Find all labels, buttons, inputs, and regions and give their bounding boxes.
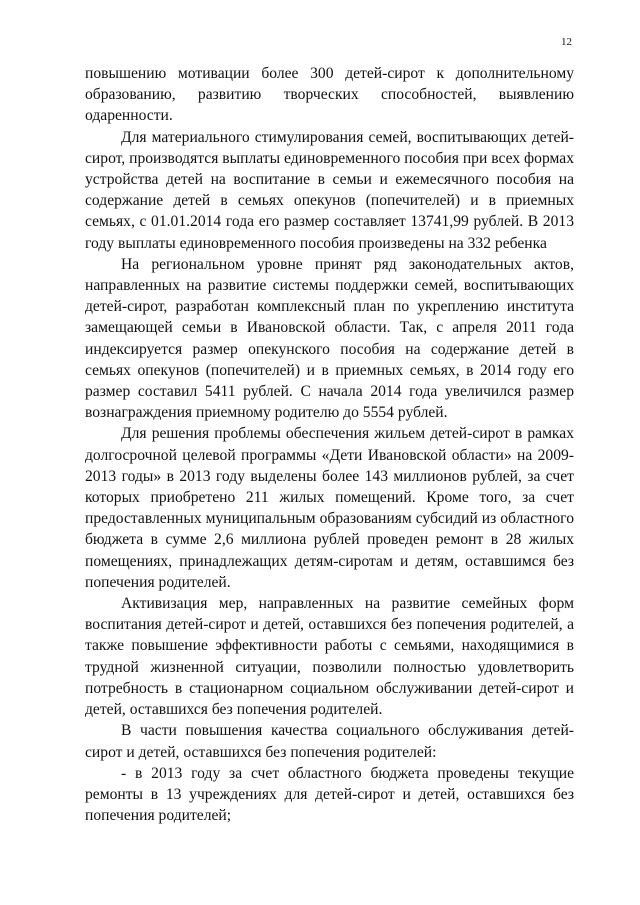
paragraph-social-service-quality: В части повышения качества социального обслуживания детей-сирот и детей, оставшихся без попечения родителей: bbox=[85, 722, 574, 761]
paragraph-housing: Для решения проблемы обеспечения жильем детей-сирот в рамках долгосрочной целевой программы «Дети Ивановской области» на 2009-2013 годы» в 2013 году выделены более 143 миллионов рублей, за счет которых приобретено 211 жилых помещений. Кроме того, за счет предоставленных муниципальным образованиям субсидий из областного бюджета в сумме 2,6 миллиона рублей проведен ремонт в 28 жилых помещениях, принадлежащих детям-сиротам и детям, оставшимся без попечения родителей. bbox=[85, 425, 574, 591]
list-item-repairs: - в 2013 году за счет областного бюджета проведены текущие ремонты в 13 учреждениях для детей-сирот и детей, оставшихся без попечения родителей; bbox=[85, 764, 574, 825]
paragraph-activation: Активизация мер, направленных на развитие семейных форм воспитания детей-сирот и детей, оставшихся без попечения родителей, а также повышение эффективности работы с семьями, находящимися в трудной жизненной ситуации, позволили полностью удовлетворить потребность в стационарном социальном обслуживании детей-сирот и детей, оставшихся без попечения родителей. bbox=[85, 595, 574, 719]
paragraph-motivation: повышению мотивации более 300 детей-сирот к дополнительному образованию, развитию творческих способностей, выявлению одаренности. bbox=[85, 65, 574, 125]
page-number: 12 bbox=[561, 36, 572, 48]
document-body bbox=[85, 63, 574, 826]
paragraph-material-incentives: Для материального стимулирования семей, воспитывающих детей-сирот, производятся выплаты единовременного пособия при всех формах устройства детей на воспитание в семьи и ежемесячного пособия на содержание детей в семьях опекунов (попечителей) и в приемных семьях, с 01.01.2014 года его размер составляет 13741,99 рублей. В 2013 году выплаты единовременного пособия произведены на 332 ребенка bbox=[85, 128, 574, 252]
paragraph-regional-acts: На региональном уровне принят ряд законодательных актов, направленных на развитие системы поддержки семей, воспитывающих детей-сирот, разработан комплексный план по укреплению института замещающей семьи в Ивановской области. Так, с апреля 2011 года индексируется размер опекунского пособия на содержание детей в семьях опекунов (попечителей) и в приемных семьях, в 2014 году его размер составил 5411 рублей. С начала 2014 года увеличился размер вознаграждения приемному родителю до 5554 рублей. bbox=[85, 255, 574, 422]
